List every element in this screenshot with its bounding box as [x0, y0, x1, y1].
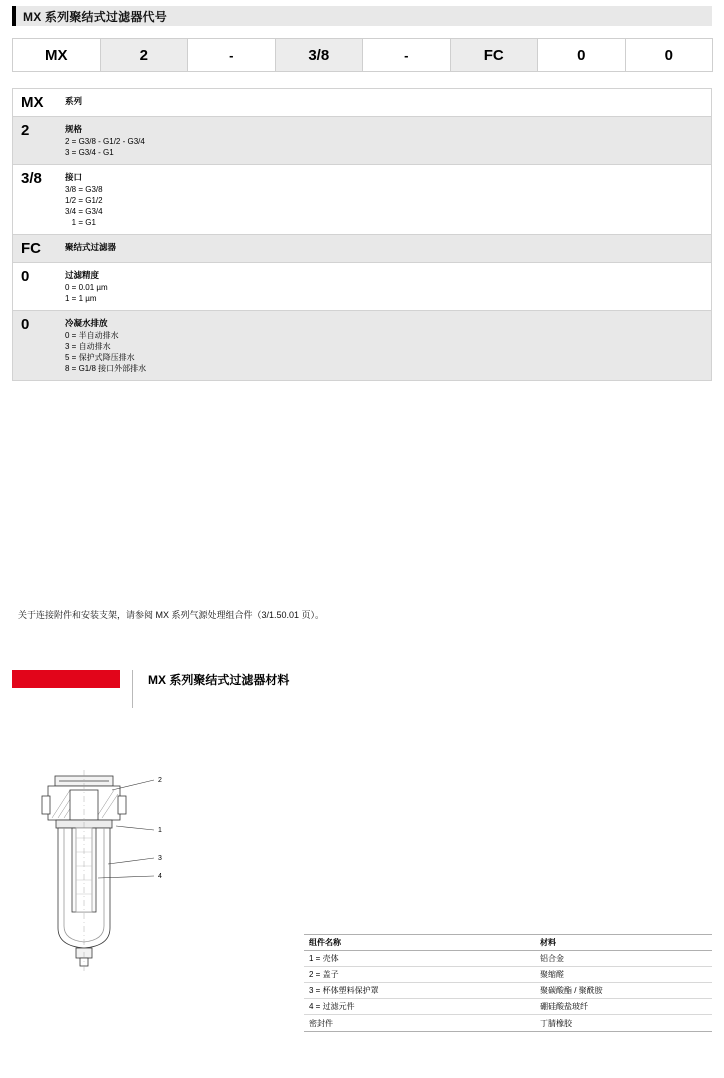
legend-key: 2: [21, 122, 30, 139]
cell-material: 聚缩醛: [540, 970, 564, 979]
code-cell-5: FC: [451, 38, 539, 72]
legend-body: [65, 311, 711, 380]
section-divider-line: [132, 670, 133, 708]
cell-component: 1 = 壳体: [309, 954, 339, 963]
legend-line: 3 = 自动排水: [65, 342, 111, 351]
code-legend-table: [12, 88, 712, 381]
cell-material: 聚碳酸酯 / 聚酰胺: [540, 986, 603, 995]
table-row: [304, 1015, 712, 1031]
section-title: MX 系列聚结式过滤器材料: [148, 673, 290, 687]
table-row: [304, 951, 712, 967]
code-cell-0: MX: [13, 38, 101, 72]
cell-material: 铝合金: [540, 954, 564, 963]
code-cell-2: -: [188, 38, 276, 72]
legend-line: 1 = G1: [65, 218, 96, 227]
code-cell-7: 0: [626, 38, 714, 72]
column-header-component: 组件名称: [309, 938, 341, 947]
filter-drawing-svg: [12, 760, 202, 1020]
cell-component: 4 = 过滤元件: [309, 1002, 355, 1011]
page-header: [12, 6, 712, 26]
legend-row: [13, 311, 711, 380]
table-row: [304, 983, 712, 999]
column-header-material: 材料: [540, 938, 556, 947]
legend-heading: 过滤精度: [65, 270, 100, 280]
legend-heading: 聚结式过滤器: [65, 242, 117, 252]
table-header-row: [304, 935, 712, 951]
legend-key: MX: [21, 94, 44, 111]
legend-body: [65, 165, 711, 234]
legend-key: 0: [21, 316, 30, 333]
callout-1: 1: [158, 827, 162, 834]
cell-component: 3 = 杯体塑料保护罩: [309, 986, 379, 995]
legend-key: 3/8: [21, 170, 42, 187]
legend-row: [13, 89, 711, 117]
cell-component: 密封件: [309, 1018, 333, 1028]
materials-table: [304, 934, 712, 1032]
legend-body: [65, 263, 711, 310]
legend-row: [13, 117, 711, 165]
cell-material: 丁腈橡胶: [540, 1018, 572, 1028]
legend-line: 3 = G3/4 - G1: [65, 148, 114, 157]
legend-body: [65, 89, 711, 116]
code-cell-1: 2: [101, 38, 189, 72]
legend-row: [13, 165, 711, 235]
code-cell-4: -: [363, 38, 451, 72]
section-accent-bar: [12, 670, 120, 688]
legend-body: [65, 117, 711, 164]
legend-line: 5 = 保护式降压排水: [65, 353, 135, 362]
legend-row: [13, 263, 711, 311]
legend-line: 2 = G3/8 - G1/2 - G3/4: [65, 137, 145, 146]
callout-2: 2: [158, 777, 162, 784]
legend-line: 3/8 = G3/8: [65, 185, 103, 194]
legend-line: 0 = 半自动排水: [65, 331, 119, 340]
page-title: MX 系列聚结式过滤器代号: [23, 9, 167, 24]
legend-line: 1/2 = G1/2: [65, 196, 103, 205]
code-cell-3: 3/8: [276, 38, 364, 72]
table-row: [304, 967, 712, 983]
legend-heading: 接口: [65, 172, 83, 182]
accessories-note: 关于连接附件和安装支架，请参阅 MX 系列气源处理组合件（3/1.50.01 页）。: [18, 610, 325, 620]
legend-heading: 系列: [65, 96, 83, 106]
legend-line: 3/4 = G3/4: [65, 207, 103, 216]
code-cell-6: 0: [538, 38, 626, 72]
legend-key: FC: [21, 240, 41, 257]
legend-row: [13, 235, 711, 263]
cell-material: 硼硅酸盐玻纤: [540, 1002, 588, 1011]
legend-line: 0 = 0.01 µm: [65, 283, 108, 292]
callout-3: 3: [158, 855, 162, 862]
legend-heading: 冷凝水排放: [65, 318, 108, 328]
legend-heading: 规格: [65, 124, 83, 134]
table-row: [304, 999, 712, 1015]
legend-key: 0: [21, 268, 30, 285]
legend-line: 1 = 1 µm: [65, 294, 97, 303]
legend-body: [65, 235, 711, 262]
callout-4: 4: [158, 873, 162, 880]
legend-line: 8 = G1/8 接口外部排水: [65, 364, 147, 373]
filter-cross-section-drawing: [12, 760, 202, 1020]
materials-section-header: [12, 670, 712, 692]
cell-component: 2 = 盖子: [309, 970, 339, 979]
product-code-row: [12, 38, 713, 72]
header-accent-bar: [12, 6, 16, 26]
